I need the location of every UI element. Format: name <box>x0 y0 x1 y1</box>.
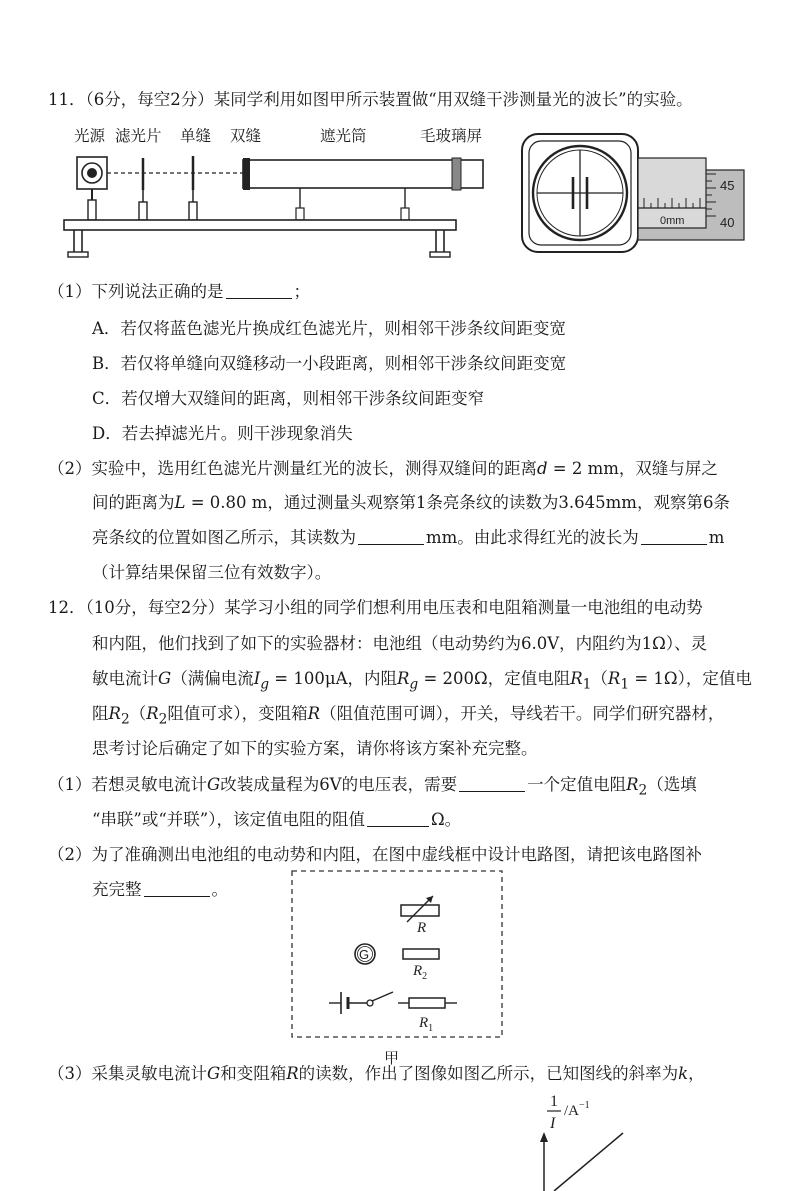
q12-p1-line1: （1）若想灵敏电流计G改装成量程为6V的电压表，需要 一个定值电阻$R_2$（选填 <box>48 775 697 799</box>
q12-line1: 12．（10分，每空2分）某学习小组的同学们想利用电压表和电阻箱测量一电池组的电动势 <box>48 598 703 617</box>
q12-p1-line2: “串联”或“并联”），该定值电阻的阻值 Ω。 <box>92 810 462 829</box>
q12-p2-line2: 充完整 。 <box>92 880 228 899</box>
double-slit-apparatus <box>60 148 510 263</box>
q11-p2-line2: 间的距离为L = 0.80 m，通过测量头观察第1条亮条纹的读数为3.645mm，观察第6条 <box>92 493 730 512</box>
circuit-design-box[interactable] <box>291 870 503 1040</box>
q11-p2-line1: （2）实验中，选用红色滤光片测量红光的波长，测得双缝间的距离d = 2 mm，双缝与屏之 <box>48 459 718 478</box>
q12-p3-line1: （3）采集灵敏电流计G和变阻箱R的读数，作出了图像如图乙所示，已知图线的斜率为k， <box>48 1064 705 1083</box>
q11-option-c: C．若仅增大双缝间的距离，则相邻干涉条纹间距变窄 <box>92 389 485 408</box>
micrometer-view <box>520 130 750 260</box>
micrometer-40: 40 <box>720 215 735 230</box>
label-R1: $R_1$ <box>419 1015 434 1034</box>
resistor-R1-symbol <box>409 998 445 1008</box>
q12-p2-line1: （2）为了准确测出电池组的电动势和内阻，在图中虚线框中设计电路图，请把该电路图补 <box>48 845 702 864</box>
micrometer-45: 45 <box>720 178 735 193</box>
answer-blank-q11-3[interactable] <box>641 528 707 545</box>
q11-option-b: B．若仅将单缝向双缝移动一小段距离，则相邻干涉条纹间距变宽 <box>92 354 567 373</box>
label-filter: 滤光片 <box>115 127 162 145</box>
label-light-source: 光源 <box>74 127 106 145</box>
answer-blank-q11-1[interactable] <box>226 282 292 299</box>
q12-line5: 思考讨论后确定了如下的实验方案，请你将该方案补充完整。 <box>92 739 538 758</box>
graph-data-line <box>554 1133 623 1191</box>
graph-1-over-I <box>520 1088 660 1191</box>
micrometer-unit: 0mm <box>660 215 685 227</box>
resistor-R2-symbol <box>403 949 439 959</box>
q12-line3: 敏电流计G（满偏电流$I_g = 100\mu A$，内阻$R_g = 200\Omega$，定值电阻$R_1(R_1 = 1\Omega)$，定值电 <box>92 669 752 693</box>
q12-line4: 阻$R_2(R_2$阻值可求），变阻箱R（阻值范围可调），开关，导线若干。同学们研究器材， <box>92 704 725 728</box>
q12-line2: 和内阻，他们找到了如下的实验器材：电池组（电动势约为6.0V，内阻约为1Ω）、灵 <box>92 634 708 653</box>
q11-header: 11．（6分，每空2分）某同学利用如图甲所示装置做“用双缝干涉测量光的波长”的实验。 <box>48 90 693 109</box>
answer-blank-q12-3[interactable] <box>144 880 210 897</box>
graph-axis-unit: $/A^{-1}$ <box>564 1100 590 1119</box>
graph-axis-denominator: I <box>550 1115 556 1132</box>
q11-p2-line3: 亮条纹的位置如图乙所示，其读数为 mm。由此求得红光的波长为 m <box>92 528 725 547</box>
answer-blank-q12-2[interactable] <box>367 810 429 827</box>
q11-option-a: A．若仅将蓝色滤光片换成红色滤光片，则相邻干涉条纹间距变宽 <box>92 319 566 338</box>
q11-p1-stem: （1）下列说法正确的是 ； <box>48 282 310 301</box>
label-G: G <box>359 947 370 962</box>
label-screen: 毛玻璃屏 <box>420 127 483 145</box>
label-R-variable: R <box>417 920 427 936</box>
label-shade-tube: 遮光筒 <box>320 127 367 145</box>
q11-p2-line4: （计算结果保留三位有效数字）。 <box>92 563 332 582</box>
label-single-slit: 单缝 <box>180 127 212 145</box>
graph-axis-numerator: 1 <box>550 1093 558 1110</box>
q11-option-d: D．若去掉滤光片。则干涉现象消失 <box>92 424 353 443</box>
answer-blank-q11-2[interactable] <box>358 528 424 545</box>
resistance-box-symbol <box>401 905 439 916</box>
label-R2: $R_2$ <box>413 963 428 982</box>
label-double-slit: 双缝 <box>230 127 262 145</box>
circuit-caption: 甲 <box>384 1049 400 1067</box>
answer-blank-q12-1[interactable] <box>459 775 525 792</box>
